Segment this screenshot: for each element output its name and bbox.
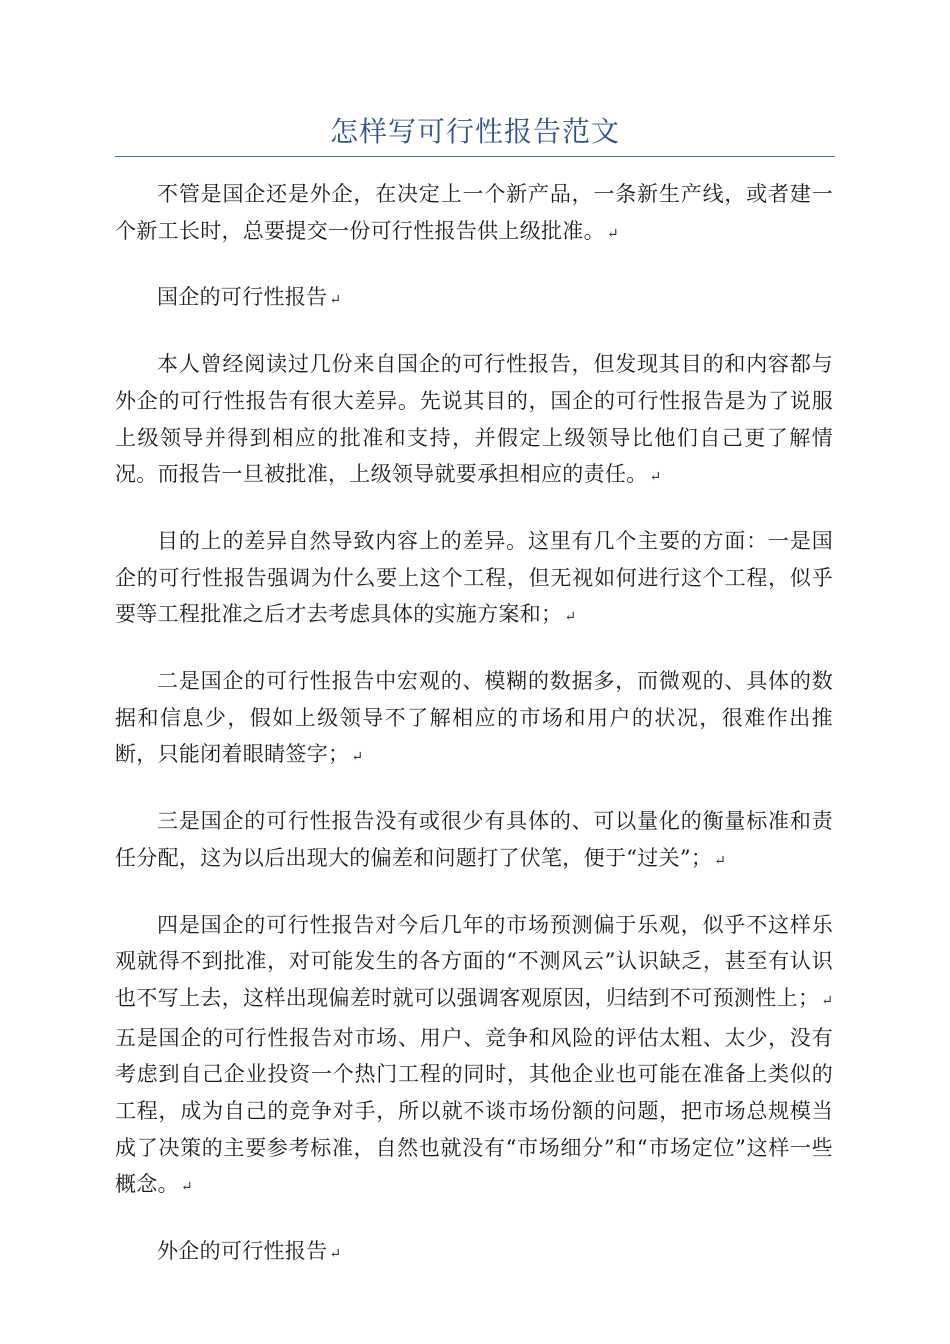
- paragraph-mark-icon: ↵: [606, 225, 619, 242]
- document-body: [115, 176, 833, 1300]
- paragraph-mark-icon: ↵: [329, 292, 342, 309]
- paragraph-text: 二是国企的可行性报告中宏观的、模糊的数据多，而微观的、具体的数据和信息少，假如上级领导不了解相应的市场和用户的状况，很难作出推断，只能闭着眼睛签字；: [115, 669, 833, 767]
- paragraph: [115, 803, 833, 879]
- paragraph: [115, 346, 833, 496]
- paragraph-mark-icon: ↵: [564, 609, 577, 626]
- paragraph-text: 本人曾经阅读过几份来自国企的可行性报告，但发现其目的和内容都与外企的可行性报告有很大差异。先说其目的，国企的可行性报告是为了说服上级领导并得到相应的批准和支持，并假定上级领导比他们自己更了解情况。而报告一旦被批准，上级领导就要承担相应的责任。: [115, 352, 833, 487]
- paragraph-text: 外企的可行性报告: [157, 1239, 328, 1264]
- document-title: 怎样写可行性报告范文: [329, 115, 620, 148]
- paragraph: [115, 523, 833, 636]
- title-block: [115, 112, 835, 157]
- section-heading: [115, 279, 833, 319]
- paragraph-mark-icon: ↵: [351, 749, 364, 766]
- paragraph: [115, 176, 833, 252]
- paragraph-text: 三是国企的可行性报告没有或很少有具体的、可以量化的衡量标准和责任分配，这为以后出现大的偏差和问题打了伏笔，便于“过关”；: [115, 809, 833, 870]
- paragraph-text: 不管是国企还是外企，在决定上一个新产品，一条新生产线，或者建一个新工长时，总要提交一份可行性报告供上级批准。: [115, 182, 833, 243]
- paragraph-mark-icon: ↵: [180, 1179, 193, 1196]
- paragraph-mark-icon: ↵: [714, 852, 726, 869]
- paragraph-continuation-text: 五是国企的可行性报告对市场、用户、竞争和风险的评估太粗、太少，没有考虑到自己企业投资一个热门工程的同时，其他企业也可能在准备上类似的工程，成为自己的竞争对手，所以就不谈市场份额的问题，把市场总规模当成了决策的主要参考标准，自然也就没有“市场细分”和“市场定位”这样一些概念。: [115, 1025, 833, 1197]
- paragraph-text: 国企的可行性报告: [157, 285, 328, 310]
- paragraph-text: 目的上的差异自然导致内容上的差异。这里有几个主要的方面：一是国企的可行性报告强调为什么要上这个工程，但无视如何进行这个工程，似乎要等工程批准之后才去考虑具体的实施方案和；: [115, 528, 833, 627]
- paragraph-mark-icon: ↵: [821, 992, 833, 1009]
- paragraph-mark-icon: ↵: [329, 1246, 342, 1263]
- paragraph-mark-icon: ↵: [649, 469, 662, 486]
- paragraph: [115, 907, 833, 1207]
- paragraph: [115, 663, 833, 776]
- section-heading: [115, 1233, 833, 1273]
- paragraph-text: 四是国企的可行性报告对今后几年的市场预测偏于乐观，似乎不这样乐观就得不到批准，对可能发生的各方面的“不测风云”认识缺乏，甚至有认识也不写上去，这样出现偏差时就可以强调客观原因，归结到不可预测性上；: [115, 912, 833, 1010]
